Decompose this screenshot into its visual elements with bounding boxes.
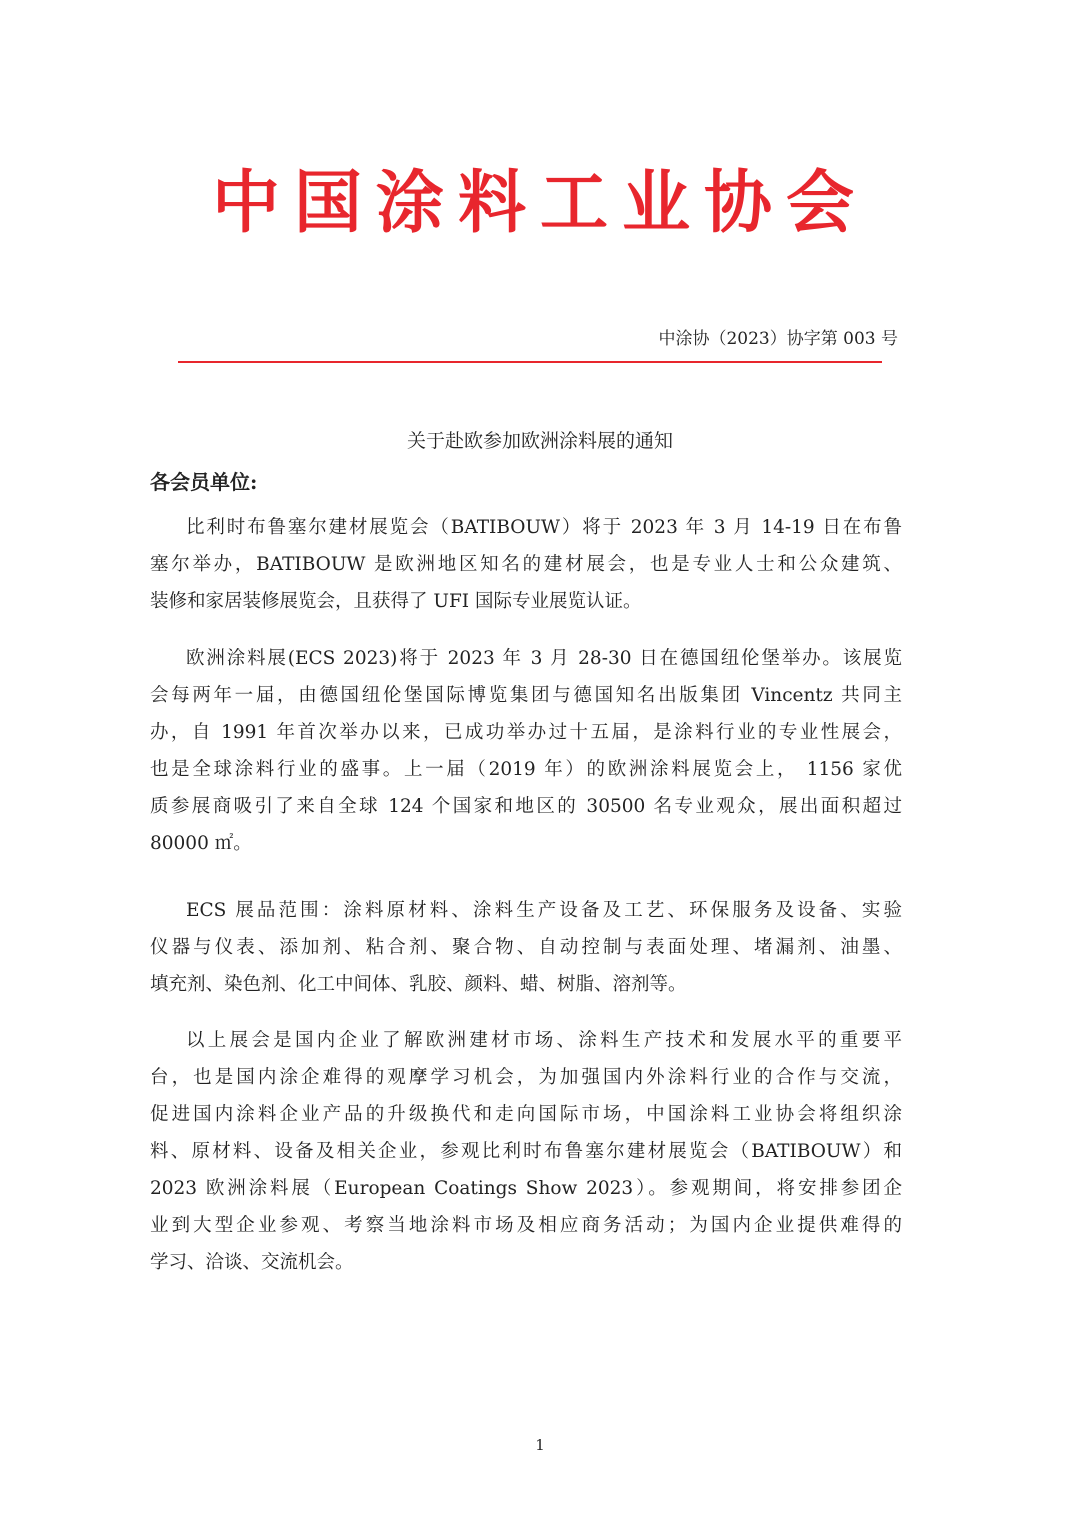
paragraph-exhibit-scope (150, 892, 902, 1003)
paragraph-line: 料、原材料、设备及相关企业，参观比利时布鲁塞尔建材展览会（BATIBOUW）和 (150, 1141, 902, 1162)
paragraph-line: 80000 ㎡。 (150, 833, 252, 854)
header-divider (178, 361, 882, 363)
paragraph-line: 台，也是国内涂企难得的观摩学习机会，为加强国内外涂料行业的合作与交流， (150, 1067, 902, 1088)
paragraph-batibouw (150, 509, 902, 620)
paragraph-line: 以上展会是国内企业了解欧洲建材市场、涂料生产技术和发展水平的重要平 (186, 1030, 902, 1051)
paragraph-line: 质参展商吸引了来自全球 124 个国家和地区的 30500 名专业观众，展出面积超过 (150, 796, 902, 817)
paragraph-line: 办，自 1991 年首次举办以来，已成功举办过十五届，是涂料行业的专业性展会， (150, 722, 902, 743)
paragraph-line: 塞尔举办，BATIBOUW 是欧洲地区知名的建材展会，也是专业人士和公众建筑、 (150, 554, 902, 575)
paragraph-line: 促进国内涂料企业产品的升级换代和走向国际市场，中国涂料工业协会将组织涂 (150, 1104, 902, 1125)
document-number: 中涂协（2023）协字第 003 号 (658, 329, 898, 349)
paragraph-line: 业到大型企业参观、考察当地涂料市场及相应商务活动；为国内企业提供难得的 (150, 1215, 902, 1236)
paragraph-line: 填充剂、染色剂、化工中间体、乳胶、颜料、蜡、树脂、溶剂等。 (150, 974, 687, 995)
paragraph-line: 也是全球涂料行业的盛事。上一届（2019 年）的欧洲涂料展览会上， 1156 家优 (150, 759, 902, 780)
paragraph-line: 欧洲涂料展(ECS 2023)将于 2023 年 3 月 28-30 日在德国纽伦堡举办。该展览 (186, 648, 902, 669)
paragraph-organization-plan (150, 1022, 902, 1281)
paragraph-line: ECS 展品范围：涂料原材料、涂料生产设备及工艺、环保服务及设备、实验 (186, 900, 902, 921)
salutation: 各会员单位: (150, 470, 258, 494)
organization-masthead: 中国涂料工业协会 (211, 163, 868, 243)
page-number: 1 (535, 1436, 545, 1454)
paragraph-line: 仪器与仪表、添加剂、粘合剂、聚合物、自动控制与表面处理、堵漏剂、油墨、 (150, 937, 902, 958)
paragraph-line: 会每两年一届，由德国纽伦堡国际博览集团与德国知名出版集团 Vincentz 共同主 (150, 685, 902, 706)
paragraph-line: 学习、洽谈、交流机会。 (150, 1252, 354, 1273)
paragraph-line: 比利时布鲁塞尔建材展览会（BATIBOUW）将于 2023 年 3 月 14-19 日在布鲁 (186, 517, 902, 538)
paragraph-ecs (150, 640, 902, 862)
notice-title: 关于赴欧参加欧洲涂料展的通知 (406, 430, 673, 452)
paragraph-line: 装修和家居装修展览会，且获得了 UFI 国际专业展览认证。 (150, 591, 642, 612)
paragraph-line: 2023 欧洲涂料展（European Coatings Show 2023）。参观期间，将安排参团企 (150, 1178, 902, 1199)
